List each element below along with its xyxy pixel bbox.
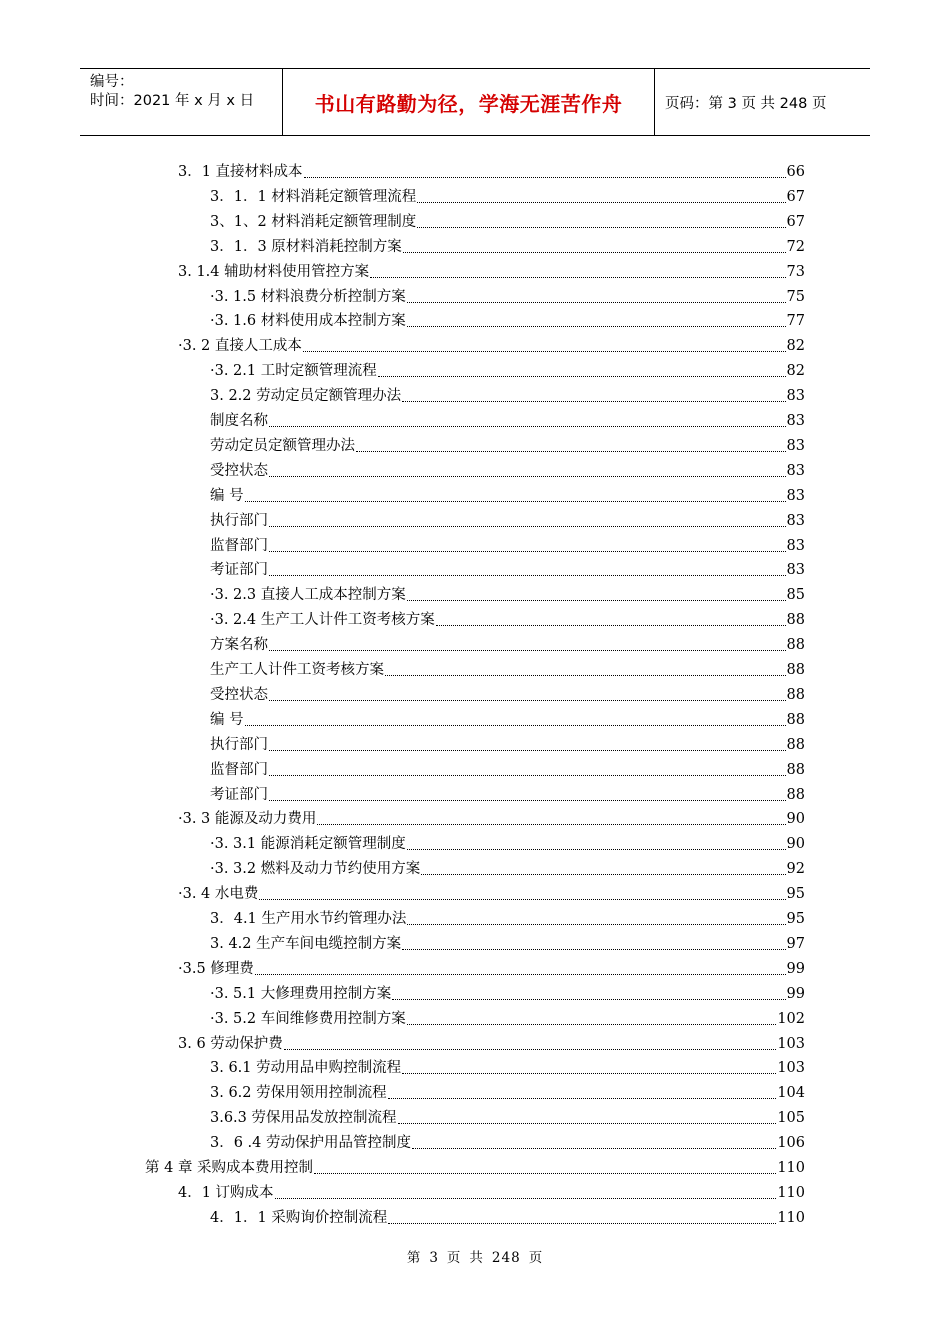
toc-leader-dots [356, 450, 786, 452]
toc-leader-dots [407, 301, 786, 303]
toc-entry-page: 110 [777, 1209, 805, 1226]
toc-leader-dots [269, 425, 786, 427]
toc-entry-page: 83 [786, 413, 805, 429]
toc-entry-title: 3. 4.2 生产车间电缆控制方案 [210, 935, 402, 952]
toc-entry-title: 3．4.1 生产用水节约管理办法 [210, 911, 407, 927]
toc-entry-title: 考证部门 [210, 562, 268, 579]
toc-entry-page: 90 [786, 836, 805, 853]
toc-entry-title: 3、1、2 材料消耗定额管理制度 [210, 213, 417, 230]
toc-entry-title: 受控状态 [210, 462, 268, 479]
toc-entry[interactable] [210, 235, 805, 259]
toc-entry-title: 第 4 章 采购成本费用控制 [145, 1160, 314, 1176]
toc-entry[interactable] [210, 907, 805, 931]
toc-leader-dots [421, 873, 785, 875]
toc-entry-page: 88 [786, 637, 805, 654]
toc-leader-dots [412, 1147, 776, 1149]
toc-entry-title: 编 号 [210, 487, 244, 504]
toc-entry-page: 73 [786, 263, 805, 280]
toc-entry-title: 3. 2.2 劳动定员定额管理办法 [210, 388, 402, 405]
toc-entry[interactable] [210, 758, 805, 782]
toc-leader-dots [269, 774, 786, 776]
toc-entry[interactable] [210, 583, 805, 607]
footer-total-unit: 页 [528, 1250, 544, 1266]
toc-entry[interactable] [210, 434, 805, 458]
toc-entry-title: 制度名称 [210, 413, 268, 429]
toc-leader-dots [378, 375, 786, 377]
toc-entry-page: 85 [786, 587, 805, 604]
toc-entry-page: 66 [786, 164, 805, 180]
toc-leader-dots [317, 823, 785, 825]
toc-entry-title: 3. 6.1 劳动用品申购控制流程 [210, 1060, 402, 1077]
toc-entry[interactable] [178, 1181, 805, 1205]
toc-entry-title: ·3. 2.1 工时定额管理流程 [210, 363, 377, 380]
toc-entry-title: 3. 1.4 辅助材料使用管控方案 [178, 263, 370, 280]
toc-entry[interactable] [210, 484, 805, 508]
toc-entry-title: 生产工人计件工资考核方案 [210, 662, 384, 678]
toc-entry-title: 劳动定员定额管理办法 [210, 437, 355, 454]
page-footer [0, 1246, 950, 1266]
toc-entry-title: 3．1 直接材料成本 [178, 164, 303, 180]
toc-leader-dots [370, 276, 785, 278]
toc-entry[interactable] [210, 534, 805, 558]
toc-entry-page: 99 [786, 985, 805, 1002]
toc-entry-page: 103 [777, 1060, 805, 1077]
toc-entry-page: 90 [786, 811, 805, 828]
toc-entry-page: 83 [786, 462, 805, 479]
toc-entry[interactable] [210, 733, 805, 757]
footer-page-prefix: 第 [406, 1250, 422, 1266]
toc-entry-page: 88 [786, 686, 805, 703]
toc-entry-title: 3. 6 劳动保护费 [178, 1035, 283, 1052]
toc-entry-title: 受控状态 [210, 686, 268, 703]
toc-leader-dots [303, 350, 786, 352]
toc-entry[interactable] [210, 857, 805, 881]
toc-entry[interactable] [210, 633, 805, 657]
toc-entry-title: 编 号 [210, 711, 244, 728]
toc-entry-page: 83 [786, 487, 805, 504]
toc-leader-dots [269, 475, 786, 477]
toc-entry-page: 75 [786, 288, 805, 305]
toc-entry-title: ·3. 2.3 直接人工成本控制方案 [210, 587, 406, 604]
header-page-info: 页码：第 3 页 共 248 页 [665, 95, 827, 112]
toc-entry-page: 106 [777, 1135, 805, 1152]
toc-entry-title: ·3. 3 能源及动力费用 [178, 811, 317, 828]
toc-entry-title: 考证部门 [210, 786, 268, 803]
toc-entry-page: 82 [786, 338, 805, 355]
toc-entry[interactable] [210, 359, 805, 383]
toc-entry-page: 67 [786, 188, 805, 205]
toc-leader-dots [269, 525, 786, 527]
toc-leader-dots [407, 1023, 777, 1025]
toc-entry-page: 83 [786, 388, 805, 405]
toc-entry[interactable] [210, 783, 805, 807]
toc-leader-dots [269, 699, 786, 701]
toc-entry[interactable] [210, 185, 805, 209]
toc-entry-page: 95 [786, 886, 805, 903]
toc-entry[interactable] [210, 1056, 805, 1080]
toc-entry[interactable] [178, 1032, 805, 1056]
toc-entry-title: 3．6 .4 劳动保护用品管控制度 [210, 1135, 412, 1152]
toc-entry-title: ·3. 2 直接人工成本 [178, 338, 302, 355]
doc-date-label: 时间：2021 年 x 月 x 日 [90, 93, 255, 109]
toc-leader-dots [259, 898, 785, 900]
toc-leader-dots [269, 799, 786, 801]
toc-entry-title: ·3. 5.1 大修理费用控制方案 [210, 985, 392, 1002]
toc-entry[interactable] [178, 957, 805, 981]
toc-leader-dots [269, 574, 786, 576]
toc-entry-title: ·3. 3.2 燃料及动力节约使用方案 [210, 861, 421, 878]
toc-leader-dots [417, 226, 785, 228]
toc-leader-dots [269, 649, 786, 651]
toc-leader-dots [284, 1048, 777, 1050]
toc-leader-dots [255, 973, 786, 975]
toc-leader-dots [402, 1072, 776, 1074]
toc-entry-page: 105 [777, 1110, 805, 1127]
toc-entry-title: 监督部门 [210, 537, 268, 554]
toc-entry-title: 4．1 订购成本 [178, 1184, 274, 1201]
toc-entry-page: 103 [777, 1035, 805, 1052]
toc-entry-title: 执行部门 [210, 736, 268, 753]
toc-entry-title: 3．1．3 原材料消耗控制方案 [210, 238, 402, 255]
toc-entry[interactable] [210, 285, 805, 309]
toc-entry[interactable] [178, 882, 805, 906]
toc-entry[interactable] [178, 334, 805, 358]
toc-leader-dots [245, 500, 786, 502]
toc-entry[interactable] [210, 459, 805, 483]
toc-entry-title: ·3. 2.4 生产工人计件工资考核方案 [210, 612, 435, 629]
toc-entry-title: ·3.5 修理费 [178, 960, 254, 977]
toc-entry-page: 82 [786, 363, 805, 380]
toc-entry[interactable] [210, 1206, 805, 1230]
toc-entry[interactable] [210, 558, 805, 582]
toc-entry-page: 83 [786, 512, 805, 529]
toc-entry[interactable] [210, 409, 805, 433]
toc-leader-dots [402, 948, 785, 950]
toc-entry-page: 83 [786, 537, 805, 554]
toc-leader-dots [403, 251, 786, 253]
toc-entry-title: 监督部门 [210, 761, 268, 778]
footer-total-prefix: 共 [469, 1250, 484, 1266]
toc-entry[interactable] [178, 807, 805, 831]
toc-entry-page: 88 [786, 711, 805, 728]
header-motto: 书山有路勤为径，学海无涯苦作舟 [282, 69, 655, 135]
toc-leader-dots [407, 599, 786, 601]
toc-entry[interactable] [210, 683, 805, 707]
toc-entry-page: 104 [777, 1085, 805, 1102]
toc-entry[interactable] [145, 1156, 805, 1180]
toc-entry[interactable] [210, 658, 805, 682]
toc-leader-dots [245, 724, 786, 726]
toc-entry[interactable] [210, 982, 805, 1006]
toc-entry[interactable] [210, 1081, 805, 1105]
toc-leader-dots [385, 674, 786, 676]
toc-entry[interactable] [210, 509, 805, 533]
toc-leader-dots [407, 325, 786, 327]
toc-entry-page: 77 [786, 313, 805, 330]
toc-entry-title: ·3. 1.5 材料浪费分析控制方案 [210, 288, 406, 305]
toc-entry-title: ·3. 4 水电费 [178, 886, 259, 903]
toc-entry-page: 99 [786, 960, 805, 977]
toc-entry-page: 97 [786, 935, 805, 952]
toc-entry-title: 3.6.3 劳保用品发放控制流程 [210, 1110, 397, 1127]
toc-entry-title: 方案名称 [210, 637, 268, 654]
doc-number-label: 编号： [90, 74, 134, 90]
toc-leader-dots [407, 923, 785, 925]
toc-leader-dots [417, 201, 785, 203]
toc-entry[interactable] [210, 1131, 805, 1155]
toc-entry[interactable] [178, 160, 805, 184]
toc-entry[interactable] [210, 1106, 805, 1130]
toc-entry-title: 3. 6.2 劳保用领用控制流程 [210, 1085, 387, 1102]
toc-entry[interactable] [210, 1007, 805, 1031]
toc-leader-dots [275, 1197, 777, 1199]
toc-entry-page: 72 [786, 238, 805, 255]
footer-page-unit: 页 [446, 1250, 462, 1266]
toc-leader-dots [388, 1222, 776, 1224]
toc-leader-dots [392, 998, 785, 1000]
toc-entry-page: 102 [777, 1010, 805, 1027]
header-meta [80, 69, 282, 135]
toc-entry[interactable] [210, 608, 805, 632]
toc-leader-dots [269, 749, 786, 751]
toc-entry-page: 67 [786, 213, 805, 230]
toc-entry-page: 88 [786, 786, 805, 803]
toc-entry[interactable] [178, 260, 805, 284]
toc-entry-page: 92 [786, 861, 805, 878]
footer-page-current: 3 [429, 1250, 439, 1266]
toc-entry-page: 83 [786, 562, 805, 579]
toc-entry[interactable] [210, 932, 805, 956]
toc-entry-title: 3．1．1 材料消耗定额管理流程 [210, 188, 417, 205]
toc-leader-dots [304, 176, 786, 178]
toc-leader-dots [402, 400, 785, 402]
toc-entry[interactable] [210, 210, 805, 234]
toc-entry-page: 88 [786, 736, 805, 753]
toc-entry-title: 4．1．1 采购询价控制流程 [210, 1209, 388, 1226]
toc-leader-dots [436, 624, 786, 626]
toc-leader-dots [398, 1122, 777, 1124]
toc-leader-dots [407, 848, 786, 850]
toc-entry-page: 110 [777, 1160, 805, 1176]
footer-page-total: 248 [491, 1250, 521, 1266]
toc-entry-title: ·3. 3.1 能源消耗定额管理制度 [210, 836, 406, 853]
toc-entry-title: 执行部门 [210, 512, 268, 529]
page-header [80, 68, 870, 136]
toc-entry-title: ·3. 5.2 车间维修费用控制方案 [210, 1010, 406, 1027]
toc-entry-page: 110 [777, 1184, 805, 1201]
toc-entry-page: 88 [786, 662, 805, 678]
toc-leader-dots [269, 550, 786, 552]
toc-entry-page: 88 [786, 612, 805, 629]
toc-entry[interactable] [210, 832, 805, 856]
toc-entry[interactable] [210, 309, 805, 333]
toc-entry-page: 95 [786, 911, 805, 927]
toc-entry[interactable] [210, 708, 805, 732]
toc-entry[interactable] [210, 384, 805, 408]
toc-entry-page: 83 [786, 437, 805, 454]
toc-leader-dots [314, 1172, 776, 1174]
toc-entry-title: ·3. 1.6 材料使用成本控制方案 [210, 313, 406, 330]
toc-leader-dots [388, 1097, 777, 1099]
toc-entry-page: 88 [786, 761, 805, 778]
